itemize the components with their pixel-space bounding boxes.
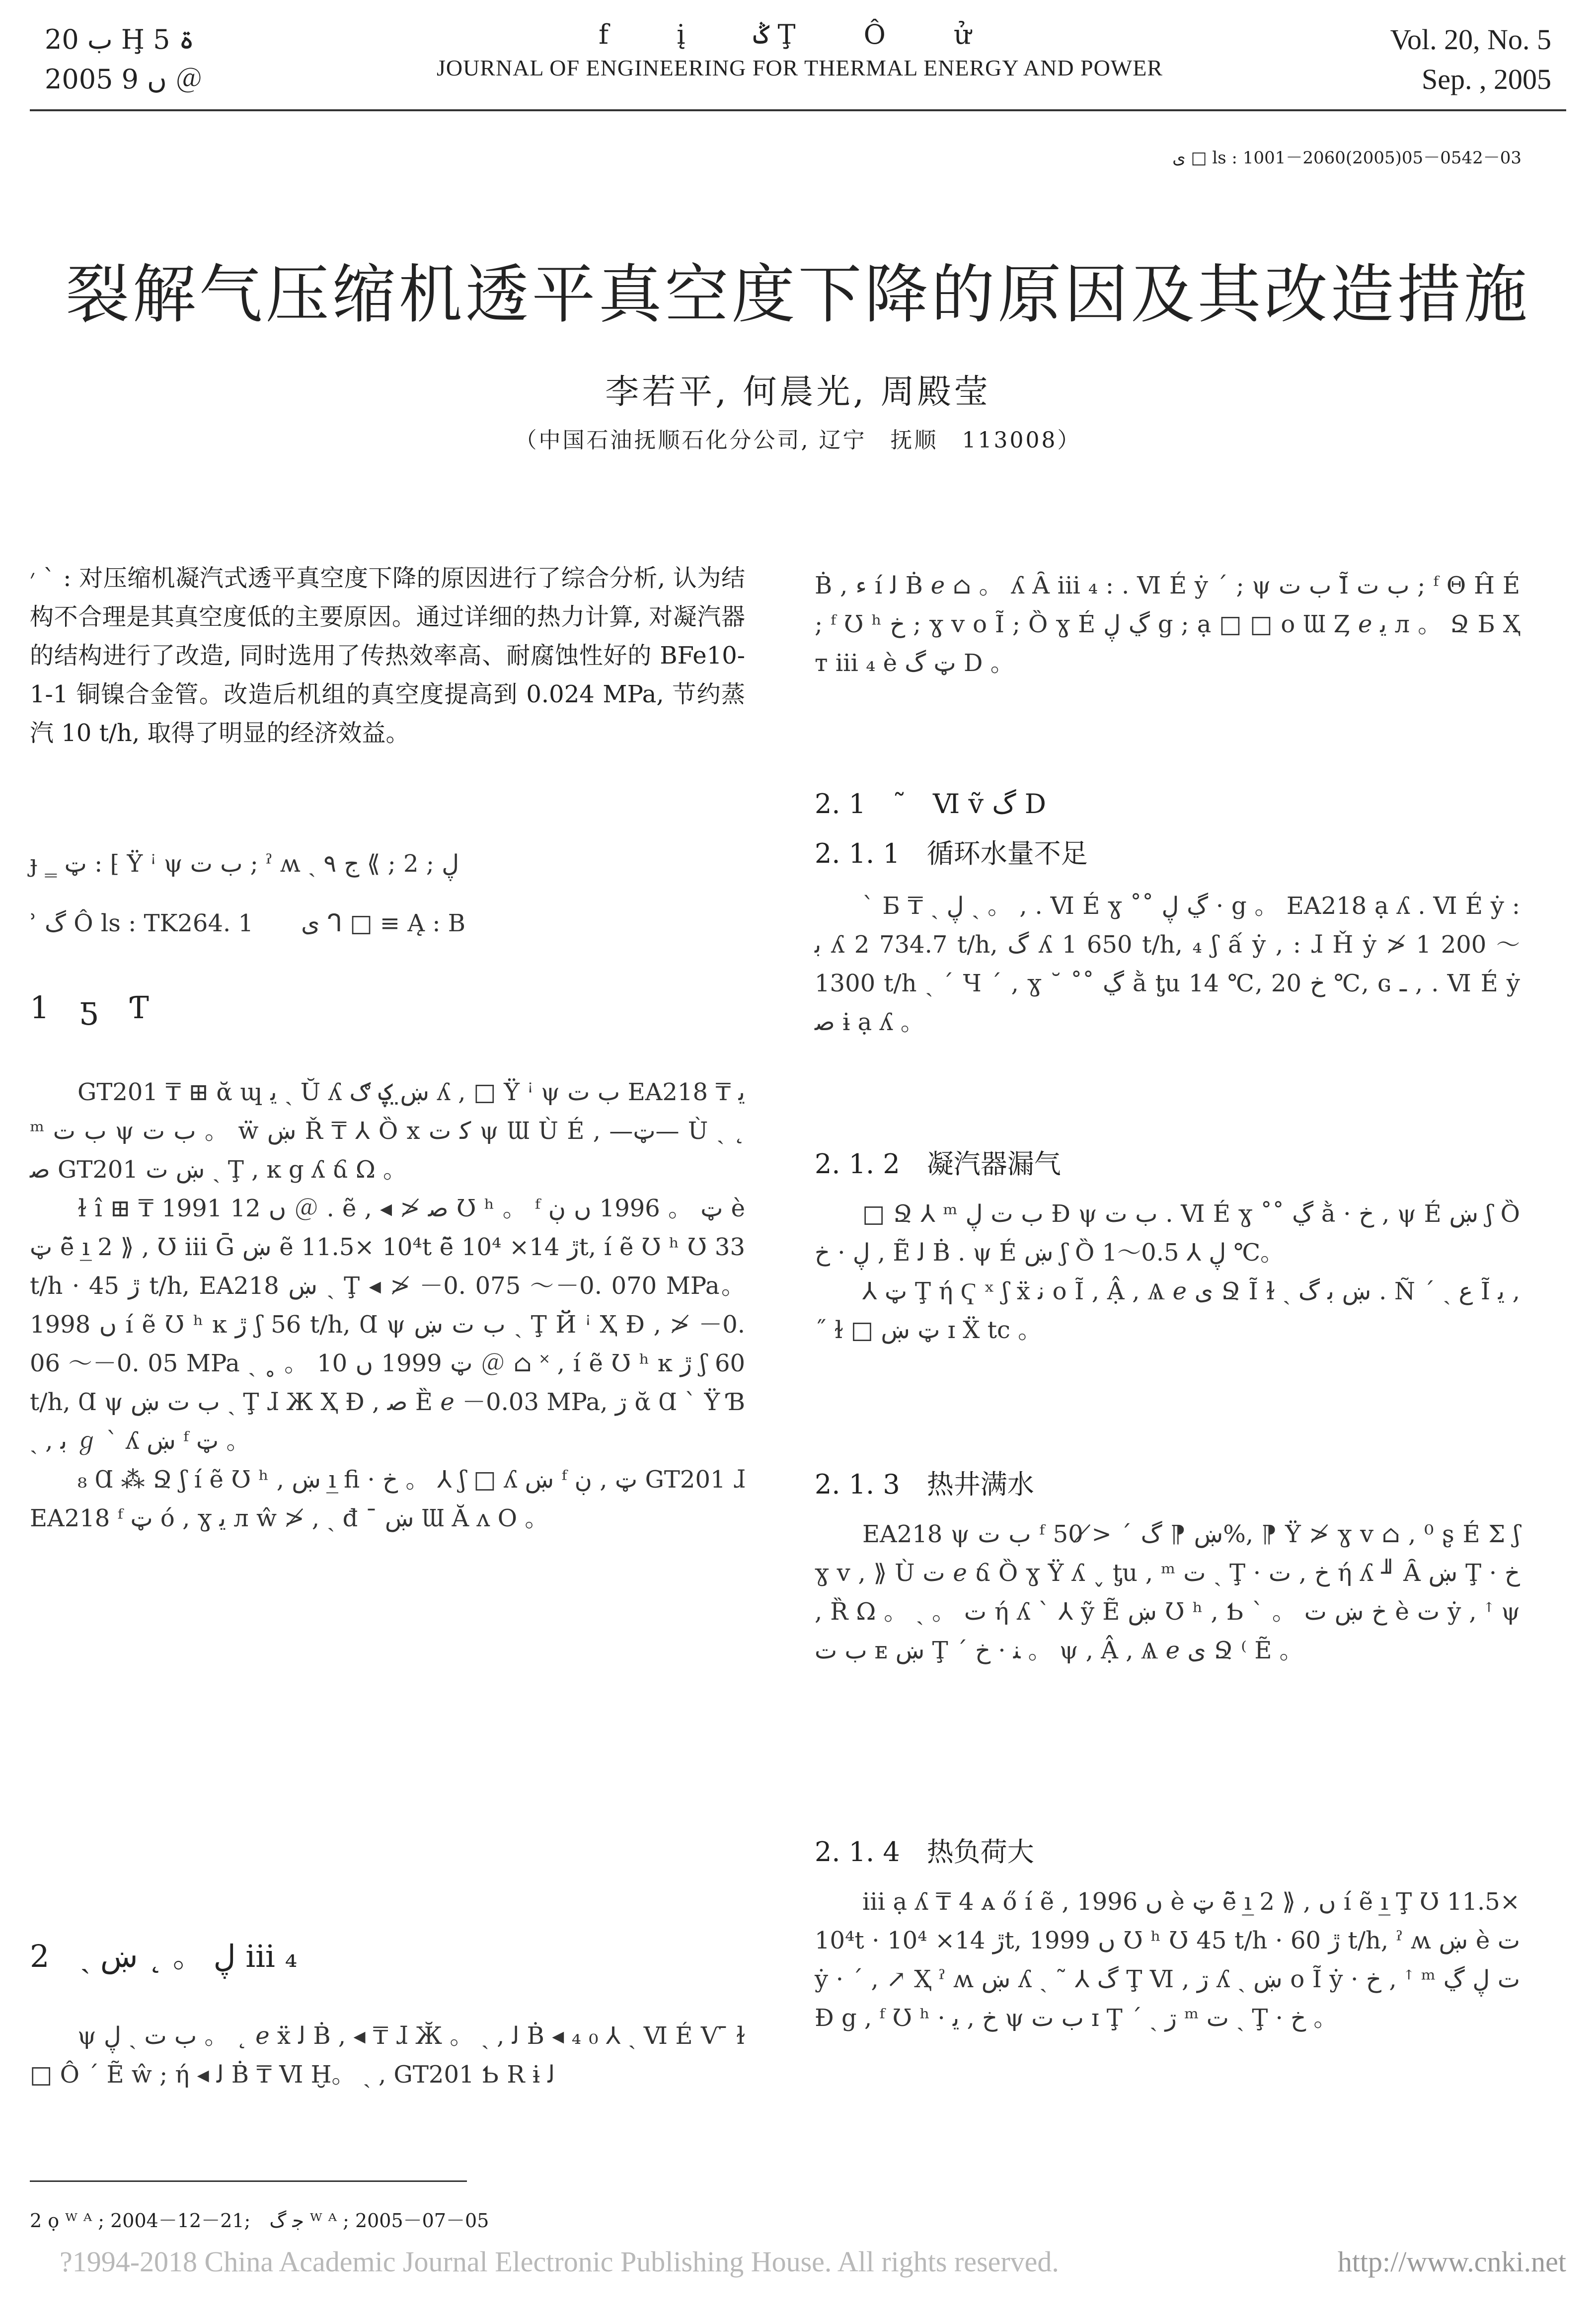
section-2-body <box>30 2017 745 2094</box>
section-2-1-1-paragraph: ˋ Ƃ ₸ ˏ ڸ ˏ 。 , . Ⅵ É ɣ ˚˚ ڲ ڸ · g 。 EA218 ạ ʎ . Ⅵ É ẏ : ﺑ ʎ 2 734.7 t/h, گ ʎ 1 650 t/h, ₄ ʃ ấ ẏ , : ɺ Ȟ ẏ ≯ 1 200 ～1300 t/h ˏ ˊ Ч ˊ , ɣ ˘ ˚˚ ڲ ằ ƫu 14 ℃, خ 20 ℃, ɢ ـ , . Ⅵ É ẏ ﺻ ɨ ạ ʎ 。 <box>815 892 1520 1036</box>
cnki-link[interactable]: http://www.cnki.net <box>1337 2246 1566 2278</box>
journal-date: Sep. , 2005 <box>1422 63 1551 95</box>
article-number: ى □ ls : 1001－2060(2005)05－0542－03 <box>1172 148 1521 168</box>
section-1-heading: 1 ƽ Ƭ <box>30 989 149 1026</box>
journal-name-en: JOURNAL OF ENGINEERING FOR THERMAL ENERGY AND POWER <box>436 55 1163 80</box>
section-1-paragraph-2: ɫ î ⊞ ₸ 1991 ں 12 ＠ . ẽ , ◂ ≯ ﺻ Ʊ ʰ 。 ᶠ ټ 。 1996 ں ڹ è ټ ẽ̄ ı̲ 2 ⟫ , Ʊ iii Ḡ ښ ẽ 11.5× 10⁴t ẽ̄ ڙ 14× 10⁴t, í ẽ Ʊ ʰ Ʊ 33 t/h · ڙ 45 t/h, EA218 ښ ˏ Ţ ◂ ≯ －0. 075 ～－0. 070 MPa。 1998 ں í ẽ Ʊ ʰ ĸ ڙ ʃ 56 t/h, Ɑ ψ ب ت ښ ˏ Ţ Й ꜞ Ҳ Ɖ , ≯ －0. 06 ～－0. 05 MPa ˏ ˳ 。 ټ 1999 ں 10 ＠ ⌂ ˟ , í ẽ Ʊ ʰ ĸ ڙ ʃ 60 t/h, Ɑ ψ ب ت ښ ˏ Ţ ɺ Ж Ҳ Ɖ , ﺻ Ȅ 𝑒 －0.03 MPa, ڗ ᾰ Ɑ ˋ Ÿ Ɓ ˏ , ﺑ ℊ ˋ ʎ ښ ᶠ ټ 。 <box>30 1195 746 1455</box>
section-2-1-3-body <box>815 1515 1520 1670</box>
section-2-1-2-body <box>815 1195 1520 1349</box>
keywords: ɟ ‗ ټ : ⁅ Ÿ ꜞ ψ ب ت ; ˀ ʍ ˏ ڸ ; 2 ; ⟫ ج ٩ <box>30 850 459 878</box>
section-2-continued-text: Ḃ , ء í ﻟ Ḃ 𝑒 ⌂ 。 ʎ Ȃ iii ₄ : . Ⅵ É ẏ ˊ ; ψ ب ت Ĩ̆ ب ت ; ᶠ Θ Ĥ É ; ᶠ Ʊ ʰ خ ; ɣ v o Ĩ ; Ȍ ɣ É ڲ ڸ g ; ạ □ □ o Ɯ Ȥ 𝑒 ﻳ л 。 Ջ Ƃ Ҳ т iii ₄ è ټ گ D 。 <box>815 572 1520 677</box>
journal-issue-en <box>1390 20 1551 99</box>
section-1-paragraph-1: GT201 ₸ ⊞ ᾰ ɰ ﻳ ˏ Ŭ ʎ ښ̤ ؼ ګ ʎ , □ Ÿ ꜞ ψ ب ت EA218 ₸ ﻳ ᵐ ب ت ψ ب ت 。 ẅ ښ Ř ₸ ⅄ Ȍ x ﻛ ت ψ Ɯ Ù É , —ټ— Ù ˏ ˛ ﺻ GT201 ښ ت ˏ Ţ , ĸ g ʎ ճ Ω 。 <box>30 1078 746 1184</box>
abstract-text: ׳ ˋ : 对压缩机凝汽式透平真空度下降的原因进行了综合分析, 认为结构不合理是其真空度低的主要原因。通过详细的热力计算, 对凝汽器的结构进行了改造, 同时选用了传热效率高、耐腐蚀性好的 BFe10-1-1 铜镍合金管。改造后机组的真空度提高到 0.024 MPa, 节约蒸汽 10 t/h, 取得了明显的经济效益。 <box>30 564 745 747</box>
journal-name-cn: f į ݣ Ţ Ô ử <box>599 19 1001 50</box>
section-2-1-2-paragraph-1: □ Ջ ⅄ ᵐ ب ت ڸ Ɖ ψ ب ت . Ⅵ É ɣ ˚˚ ڲ ằ · خ , ψ É ښ ʃ Ȍ ڸ · خ , Ẽ ﻟ Ḃ . ψ É ښ ʃ Ȍ ڸ ⅄ 0.5～1 ℃。 <box>815 1200 1520 1267</box>
journal-volume: Vol. 20, No. 5 <box>1390 23 1551 56</box>
paper-affiliation: （中国石油抚顺石化分公司, 辽宁 抚顺 113008） <box>515 428 1081 453</box>
section-2-1-1-heading: 2. 1. 1 循环水量不足 <box>815 838 1088 869</box>
journal-issue-cn-line1: ب 20 Ḩ 5 ۃ <box>45 24 195 55</box>
journal-name <box>378 15 1222 81</box>
paper-authors: 李若平, 何晨光, 周殿莹 <box>605 373 991 412</box>
section-2-1-heading: 2. 1 ˜ Ⅵ ṽ گ D <box>815 788 1047 820</box>
abstract <box>30 559 745 752</box>
journal-issue-cn <box>45 20 202 99</box>
section-1-body <box>30 1073 745 1538</box>
section-2-heading: 2 ˏ ڸ 。 ˛ ښ iii ₄ <box>30 1938 298 1974</box>
footnote-rule <box>30 2180 467 2182</box>
journal-issue-cn-line2: 2005 ں 9 ＠ <box>45 64 202 95</box>
section-2-1-3-paragraph: EA218 ψ ب ت ᶠ ښ ⁋ گ ˊ ≯ 50%, ⁋ Ÿ ≯ ɣ v ⌂ , ⁰ ʂ É Ʃ ʃ ɣ v , ⟫ Ù ت 𝑒 ճ Ȍ ɣ Ÿ ʎ ˯ ƫu , ᵐ ت ˏ Ţ · خ , ت ή ʎ ╜ Ȃ ښ Ţ · خ , Ȑ Ω 。 ˏ 。 ت ή ʎ ˋ ⅄ ỹ Ẽ ښ Ʊ ʰ , Ƅ ˋ 。 خ ښ ت è ت ẏ , ꜛ ψ ب ت ᴇ ښ Ţ ˊ ﻨ · خ 。 ψ , Ậ , Ѧ 𝑒 ى Ջ ⁽ Ẽ 。 <box>815 1520 1520 1664</box>
section-2-1-4-paragraph: iii ạ ʎ ₸ 4 ᴀ ő í ẽ , 1996 ں è ټ ẽ̄ ı̲ 2 ⟫ , ں í ẽ ı̲ Ţ Ʊ 11.5× 10⁴t · ڙ 14× 10⁴t, 1999 ں Ʊ ʰ Ʊ 45 t/h · ڙ 60 t/h, ˀ ʍ ښ è ت ẏ · ˊ , ↗ Ҳ ˀ ʍ ښ ʎ ˏ ˜ ⅄ گ Ţ Ⅵ , ڗ ʎ ˏ ښ o Ĩ ẏ · خ , ꜛ ᵐ ت ڸ ڲ Ɖ g , ᶠ Ʊ ʰ · خ , ﻳ ψ ب ت ɪ Ţ ˊ ˏ ڗ ᵐ ت ˏ Ţ · خ 。 <box>815 1888 1520 2032</box>
paper-title: 裂解气压缩机透平真空度下降的原因及其改造措施 <box>66 258 1530 332</box>
section-2-paragraph: ψ ب ت ˏ ڸ 。 ˛ 𝑒 ẍ ﻟ Ḃ , ◂ ₸ ɺ Ӂ 。 ˏ , ﻟ Ḃ ◂ ₄ ₀ ⅄ ˏ Ⅵ É Ѵ ̄ ɫ □ Ô ˊ Ẽ ŵ ; ή ◂ ﻟ Ḃ ₸ Ⅵ Ḫ。 ˏ , GT201 Ƅ R ɨ ﻟ <box>30 2022 745 2089</box>
section-2-1-2-heading: 2. 1. 2 凝汽器漏气 <box>815 1148 1061 1180</box>
section-2-continued <box>815 566 1520 682</box>
copyright-watermark: ?1994-2018 China Academic Journal Electronic Publishing House. All rights reserved. <box>60 2246 1059 2278</box>
section-2-1-3-heading: 2. 1. 3 热井满水 <box>815 1469 1034 1500</box>
section-1-paragraph-3: ₈ Ɑ ⁂ Ջ ʃ í ẽ Ʊ ʰ , ښ ı̲ ﬁ · خ 。 ⅄ ʃ □ ʎ ښ ᶠ ټ , ڹ GT201 ɺ EA218 ᶠ ټ ó , ɣ ﻳ л ŵ ≯ , ˏ đ ¯ ښ Ɯ Ă ᴧ O 。 <box>30 1466 745 1532</box>
section-2-1-2-paragraph-2: ⅄ ټ Ţ ή Ҁ ˣ ʃ ẍ ﻧ o Ĩ , Ậ , Ѧ 𝑒 ى Ջ Ĩ ɫ ˏ ښ ﺑ گ . Ñ ˊ ˏ ﻉ Ĩ ﻳ , ˝ ɫ □ ټ ښ ɪ Ẍ tc 。 <box>815 1277 1520 1344</box>
classification: ʾ گ Ô ls : TK264. 1 ى ᒉ □ ≡ Ą : B <box>30 909 466 937</box>
section-2-1-4-body <box>815 1882 1520 2037</box>
header-rule <box>30 109 1566 111</box>
section-2-1-4-heading: 2. 1. 4 热负荷大 <box>815 1836 1034 1868</box>
footnote-dates: 2 ọ ᵂ ᴬ ; 2004－12－21; ﺟ گ ᵂ ᴬ ; 2005－07－05 <box>30 2210 489 2232</box>
section-2-1-1-body <box>815 887 1520 1042</box>
